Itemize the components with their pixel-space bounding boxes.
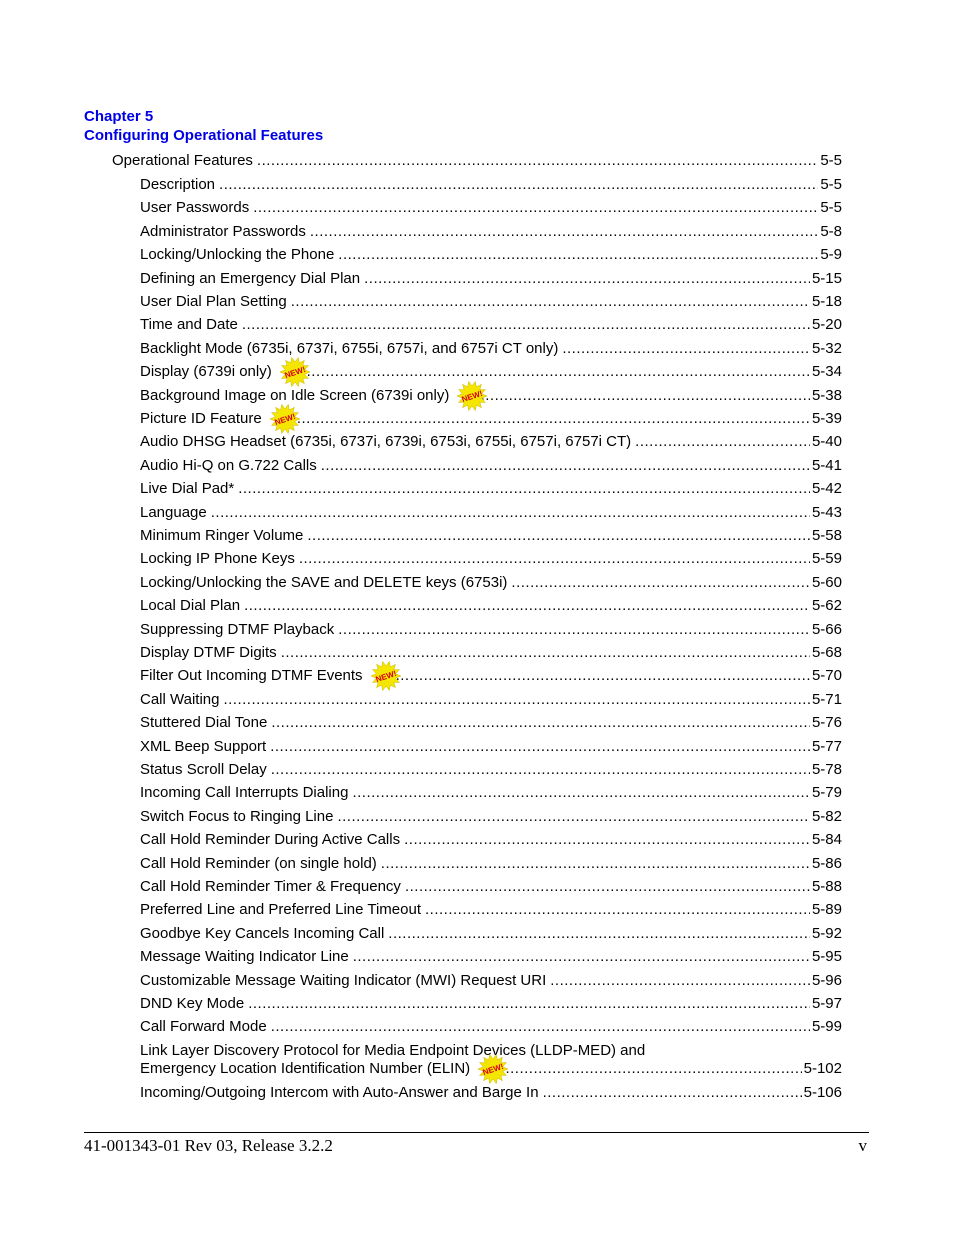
toc-entry-title: Suppressing DTMF Playback [140, 621, 335, 638]
toc-entry[interactable] [140, 387, 842, 405]
toc-leader-dots [550, 972, 810, 990]
toc-entry[interactable] [140, 574, 842, 592]
toc-entry[interactable] [140, 995, 842, 1013]
toc-entry-page: 5-60 [811, 574, 842, 591]
toc-entry[interactable] [140, 433, 842, 451]
footer-doc-id: 41-001343-01 Rev 03, Release 3.2.2 [84, 1136, 333, 1155]
toc-entry-page: 5-8 [820, 223, 842, 240]
toc-entry[interactable] [140, 550, 842, 568]
new-badge-icon [280, 357, 307, 387]
toc-entry-page: 5-32 [811, 340, 842, 357]
toc-entry[interactable] [140, 878, 842, 896]
new-badge-text: NEW! [273, 411, 297, 428]
footer-rule [84, 1132, 869, 1133]
toc-entry[interactable] [140, 784, 842, 802]
toc-entry-title: Filter Out Incoming DTMF Events [140, 667, 363, 684]
toc-entry[interactable] [140, 714, 842, 732]
toc-entry-title: Operational Features [112, 152, 253, 169]
toc-entry-title: Locking/Unlocking the Phone [140, 246, 335, 263]
toc-entry-page: 5-40 [811, 433, 842, 450]
toc-entry-title: Call Forward Mode [140, 1018, 267, 1035]
toc-leader-dots [338, 621, 810, 639]
toc-entry-page: 5-76 [811, 714, 842, 731]
toc-entry[interactable] [140, 901, 842, 919]
new-badge-icon [457, 381, 485, 411]
toc-leader-dots [271, 714, 810, 732]
toc-entry-title: Time and Date [140, 316, 238, 333]
toc-leader-dots [425, 901, 810, 919]
toc-entry-page: 5-79 [811, 784, 842, 801]
toc-entry-page: 5-41 [811, 457, 842, 474]
toc-entry-page: 5-71 [811, 691, 842, 708]
toc-entry-title: Background Image on Idle Screen (6739i only) [140, 387, 450, 404]
toc-leader-dots [299, 550, 810, 568]
toc-entry[interactable] [140, 831, 842, 849]
toc-entry-page: 5-59 [811, 550, 842, 567]
toc-leader-dots [381, 855, 810, 873]
toc-leader-dots [270, 738, 810, 756]
toc-entry-page: 5-68 [811, 644, 842, 661]
toc-entry[interactable] [140, 761, 842, 779]
toc-entry[interactable] [140, 855, 842, 873]
toc-leader-dots [242, 316, 810, 334]
toc-leader-dots [238, 480, 810, 498]
toc-entry-page: 5-5 [820, 176, 842, 193]
toc-leader-dots [211, 504, 810, 522]
toc-entry-title: Customizable Message Waiting Indicator (MWI) Request URI [140, 972, 547, 989]
toc-entry-title: User Passwords [140, 199, 250, 216]
toc-leader-dots [219, 176, 818, 194]
toc-entry-page: 5-42 [811, 480, 842, 497]
new-badge-text: NEW! [374, 668, 398, 685]
toc-entry[interactable] [140, 410, 842, 428]
toc-leader-dots [404, 831, 810, 849]
toc-entry[interactable] [140, 527, 842, 545]
toc-entry-title: Goodbye Key Cancels Incoming Call [140, 925, 385, 942]
toc-leader-dots [562, 340, 810, 358]
toc-leader-dots [364, 270, 810, 288]
toc-section-operational-features[interactable] [112, 152, 842, 170]
toc-leader-dots [307, 527, 810, 545]
toc-entry-title-line1: Link Layer Discovery Protocol for Media Endpoint Devices (LLDP-MED) and [140, 1042, 646, 1059]
toc-entry-page: 5-9 [820, 246, 842, 263]
toc-leader-dots [293, 363, 810, 381]
toc-leader-dots [281, 644, 810, 662]
toc-leader-dots [467, 387, 810, 405]
toc-entry-title: Incoming/Outgoing Intercom with Auto-Answer and Barge In [140, 1084, 539, 1101]
toc-entry-page: 5-86 [811, 855, 842, 872]
toc-entry[interactable] [140, 293, 842, 311]
toc-entry-title: Call Waiting [140, 691, 220, 708]
toc-entry-title: Locking IP Phone Keys [140, 550, 295, 567]
toc-entry-title: Call Hold Reminder Timer & Frequency [140, 878, 401, 895]
toc-leader-dots [352, 784, 810, 802]
toc-leader-dots [635, 433, 810, 451]
toc-entry-page: 5-89 [811, 901, 842, 918]
toc-entry[interactable] [140, 480, 842, 498]
toc-leader-dots [271, 761, 810, 779]
toc-entry[interactable] [140, 457, 842, 475]
toc-entry[interactable] [140, 621, 842, 639]
new-badge-text: NEW! [283, 364, 307, 381]
toc-entry[interactable] [140, 1018, 842, 1036]
toc-entry-title: Description [140, 176, 216, 193]
toc-entry-title: Local Dial Plan [140, 597, 241, 614]
toc-entry-page: 5-70 [811, 667, 842, 684]
toc-entry-title: Live Dial Pad* [140, 480, 235, 497]
toc-leader-dots [248, 995, 810, 1013]
toc-leader-dots [382, 667, 810, 685]
toc-entry-title: Defining an Emergency Dial Plan [140, 270, 361, 287]
footer-page-number: v [858, 1136, 867, 1155]
toc-entry[interactable] [140, 340, 842, 358]
toc-entry[interactable] [140, 691, 842, 709]
toc-leader-dots [257, 152, 818, 170]
toc-entry-title: Stuttered Dial Tone [140, 714, 268, 731]
toc-entry-title: Administrator Passwords [140, 223, 306, 240]
toc-entry[interactable] [140, 176, 842, 194]
toc-entry[interactable] [140, 925, 842, 943]
toc-entry-title: Switch Focus to Ringing Line [140, 808, 334, 825]
toc-leader-dots [543, 1084, 802, 1102]
toc-entry[interactable] [140, 316, 842, 334]
toc-leader-dots [405, 878, 810, 896]
toc-entry-page: 5-58 [811, 527, 842, 544]
toc-entry-title: Preferred Line and Preferred Line Timeout [140, 901, 421, 918]
toc-entry[interactable] [140, 246, 842, 264]
toc-entry-title: Message Waiting Indicator Line [140, 948, 349, 965]
toc-entry-page: 5-78 [811, 761, 842, 778]
toc-entry-title: Audio DHSG Headset (6735i, 6737i, 6739i, 6753i, 6755i, 6757i, 6757i CT) [140, 433, 632, 450]
new-badge-icon [270, 404, 297, 434]
toc-entry-title-line2: Emergency Location Identification Number (ELIN) [140, 1060, 471, 1077]
toc-entry-title: DND Key Mode [140, 995, 245, 1012]
toc-entry-title: User Dial Plan Setting [140, 293, 287, 310]
toc-entry-page: 5-102 [803, 1060, 842, 1077]
toc-entry-page: 5-77 [811, 738, 842, 755]
toc-leader-dots [353, 948, 810, 966]
toc-entry[interactable] [140, 504, 842, 522]
toc-entry-page: 5-15 [811, 270, 842, 287]
toc-leader-dots [223, 691, 810, 709]
toc-entry-page: 5-92 [811, 925, 842, 942]
toc-entry-title: Locking/Unlocking the SAVE and DELETE keys (6753i) [140, 574, 508, 591]
toc-leader-dots [511, 574, 810, 592]
toc-entry-page: 5-106 [803, 1084, 842, 1101]
toc-entry[interactable] [140, 223, 842, 241]
new-badge-text: NEW! [460, 388, 485, 405]
toc-entry-title: Picture ID Feature [140, 410, 262, 427]
toc-leader-dots [244, 597, 810, 615]
toc-leader-dots [338, 246, 818, 264]
toc-entry-page: 5-43 [811, 504, 842, 521]
toc-entry-intercom[interactable] [140, 1084, 842, 1102]
toc-entry-title: Incoming Call Interrupts Dialing [140, 784, 349, 801]
toc-entry[interactable] [140, 667, 842, 685]
toc-entry-page: 5-99 [811, 1018, 842, 1035]
toc-entry[interactable] [140, 270, 842, 288]
toc-entry-title: Status Scroll Delay [140, 761, 267, 778]
toc-entry-page: 5-34 [811, 363, 842, 380]
toc-entry-title: Display (6739i only) [140, 363, 272, 380]
new-badge-icon [371, 661, 398, 691]
toc-entry[interactable] [140, 199, 842, 217]
toc-leader-dots [291, 293, 810, 311]
new-badge-icon [478, 1054, 505, 1084]
toc-entry-page: 5-18 [811, 293, 842, 310]
toc-leader-dots [283, 410, 810, 428]
chapter-title[interactable]: Configuring Operational Features [84, 127, 324, 144]
toc-entry-title: Call Hold Reminder During Active Calls [140, 831, 401, 848]
toc-entry-title: Display DTMF Digits [140, 644, 277, 661]
toc-entry[interactable] [140, 738, 842, 756]
toc-entry-title: Minimum Ringer Volume [140, 527, 304, 544]
toc-entry[interactable] [140, 808, 842, 826]
toc-leader-dots [388, 925, 810, 943]
toc-leader-dots [310, 223, 818, 241]
toc-entry-page: 5-39 [811, 410, 842, 427]
toc-entry-page: 5-97 [811, 995, 842, 1012]
toc-entry-page: 5-82 [811, 808, 842, 825]
toc-entry-page: 5-84 [811, 831, 842, 848]
toc-entry-page: 5-66 [811, 621, 842, 638]
toc-entry[interactable] [140, 597, 842, 615]
toc-entry-title: Language [140, 504, 207, 521]
toc-entry-title: Call Hold Reminder (on single hold) [140, 855, 377, 872]
chapter-label[interactable]: Chapter 5 [84, 108, 154, 125]
toc-leader-dots [271, 1018, 810, 1036]
toc-leader-dots [253, 199, 818, 217]
toc-entry-page: 5-62 [811, 597, 842, 614]
toc-entry-page: 5-95 [811, 948, 842, 965]
toc-leader-dots [487, 1060, 802, 1078]
toc-entry[interactable] [140, 972, 842, 990]
toc-entry-page: 5-96 [811, 972, 842, 989]
toc-entry-title: Backlight Mode (6735i, 6737i, 6755i, 6757i, and 6757i CT only) [140, 340, 559, 357]
toc-leader-dots [337, 808, 810, 826]
toc-entry-page: 5-5 [820, 152, 842, 169]
toc-entry[interactable] [140, 644, 842, 662]
new-badge-text: NEW! [481, 1061, 505, 1078]
toc-entry-title: XML Beep Support [140, 738, 267, 755]
toc-entry-page: 5-38 [811, 387, 842, 404]
toc-entry-page: 5-20 [811, 316, 842, 333]
toc-entry[interactable] [140, 948, 842, 966]
toc-entry[interactable] [140, 363, 842, 381]
toc-entry-page: 5-88 [811, 878, 842, 895]
toc-entry-page: 5-5 [820, 199, 842, 216]
toc-leader-dots [321, 457, 810, 475]
toc-entry-title: Audio Hi-Q on G.722 Calls [140, 457, 317, 474]
toc-entry-lldp[interactable] [140, 1042, 842, 1078]
